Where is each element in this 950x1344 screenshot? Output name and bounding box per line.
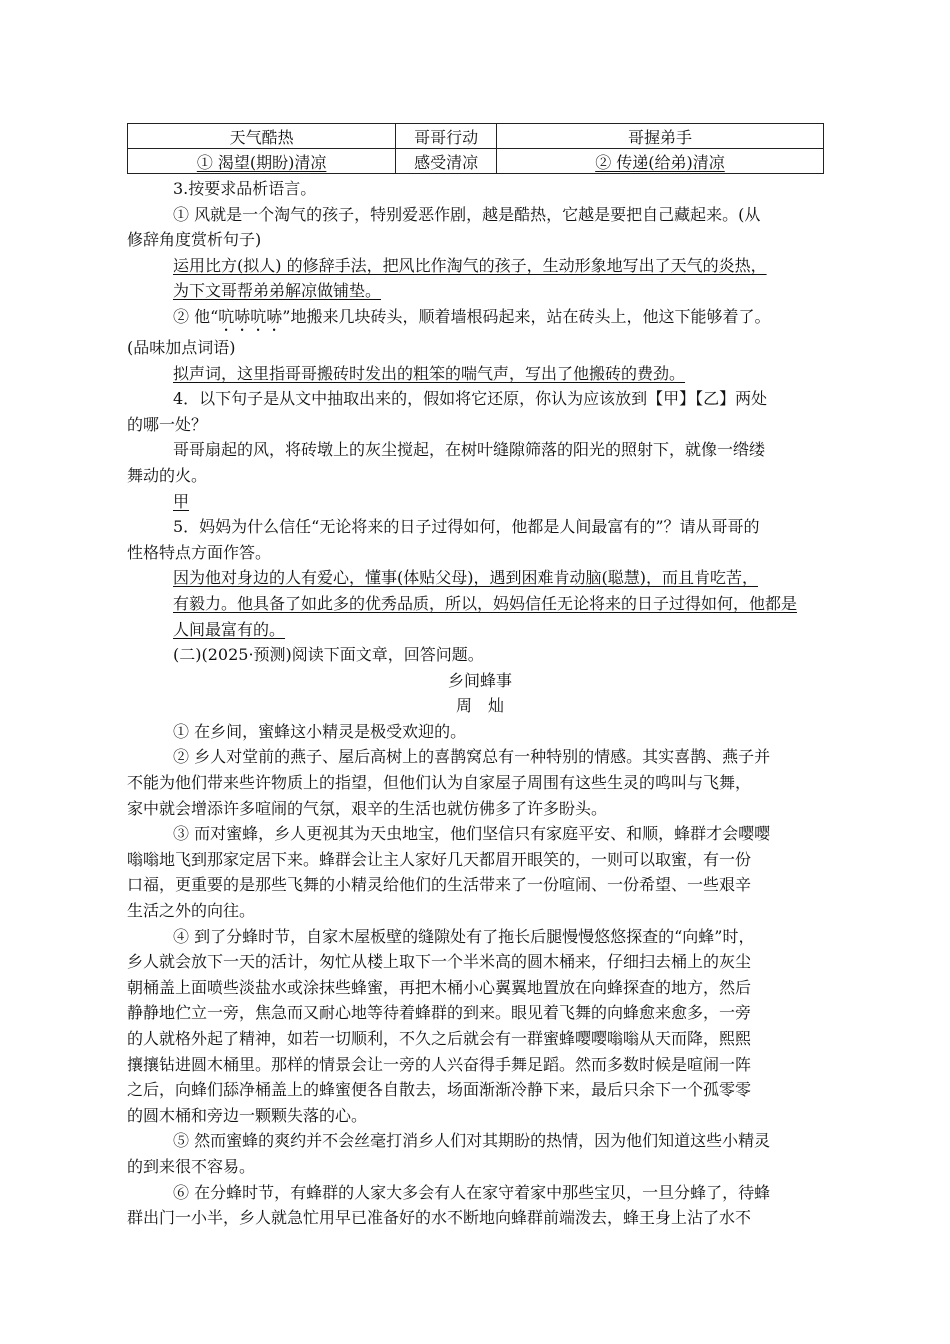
question-3-sub2: ② 他“吭哧吭哧”地搬来几块砖头，顺着墙根码起来，站在砖头上，他这下能够着了。 xyxy=(173,306,771,326)
article-title: 乡间蜂事 xyxy=(447,670,512,690)
answer-3-2: 拟声词，这里指哥哥搬砖时发出的粗笨的喘气声，写出了他搬砖的费劲。 xyxy=(173,363,686,383)
article-line: 朝桶盖上面喷些淡盐水或涂抹些蜂蜜，再把木桶小心翼翼地置放在向蜂探查的地方，然后 xyxy=(127,977,752,997)
article-line: 的人就格外起了精神，如若一切顺利，不久之后就会有一群蜜蜂嘤嘤嗡嗡从天而降，熙熙 xyxy=(127,1029,752,1048)
article-paragraph: ⑥ 在分蜂时节，有蜂群的人家大多会有人在家守着家中那些宝贝，一旦分蜂了，待蜂 xyxy=(173,1182,771,1202)
article-line: 攘攘钻进圆木桶里。那样的情景会让一旁的人兴奋得手舞足蹈。然而多数时候是喧闹一阵 xyxy=(127,1054,752,1074)
article-paragraph: ⑤ 然而蜜蜂的爽约并不会丝毫打消乡人们对其期盼的热情，因为他们知道这些小精灵 xyxy=(173,1131,771,1151)
answer-text: ① 渴望(期盼)清凉 xyxy=(196,152,327,172)
section-intro: (二)(2025·预测)阅读下面文章，回答问题。 xyxy=(173,645,484,665)
table-cell xyxy=(128,149,396,174)
article-paragraph: ③ 而对蜜蜂，乡人更视其为天虫地宝，他们坚信只有家庭平安、和顺，蜂群才会嘤嘤 xyxy=(173,824,771,844)
article-line: 乡人就会放下一天的活计，匆忙从楼上取下一个半米高的圆木桶来，仔细扫去桶上的灰尘 xyxy=(127,952,752,972)
table-row xyxy=(128,124,824,149)
article-line: 家中就会增添许多喧闹的气氛，艰辛的生活也就仿佛多了许多盼头。 xyxy=(127,798,608,818)
table-cell: 天气酷热 xyxy=(128,124,396,149)
question-5: 5．妈妈为什么信任“无论将来的日子过得如何，他都是人间最富有的”？请从哥哥的 xyxy=(173,517,760,537)
article-line: 的圆木桶和旁边一颗颗失落的心。 xyxy=(127,1105,368,1125)
question-3-sub1: ① 风就是一个淘气的孩子，特别爱恶作剧，越是酷热，它越是要把自己藏起来。(从 xyxy=(173,204,761,224)
article-line: 静静地伫立一旁，焦急而又耐心地等待着蜂群的到来。眼见着飞舞的向蜂愈来愈多，一旁 xyxy=(127,1003,752,1023)
question-3-stem: 3.按要求品析语言。 xyxy=(173,179,317,198)
table-row xyxy=(128,149,824,174)
article-paragraph: ① 在乡间，蜜蜂这小精灵是极受欢迎的。 xyxy=(173,721,467,741)
dotted-word: 吭哧吭哧 xyxy=(218,306,283,326)
article-line: 的到来很不容易。 xyxy=(127,1156,256,1176)
question-4-cont: 的哪一处？ xyxy=(127,414,208,434)
article-line: 群出门一小半，乡人就急忙用早已准备好的水不断地向蜂群前端泼去，蜂王身上沾了水不 xyxy=(127,1208,752,1228)
article-paragraph: ② 乡人对堂前的燕子、屋后高树上的喜鹊窝总有一种特别的情感。其实喜鹊、燕子并 xyxy=(173,747,771,767)
table-cell: 感受清凉 xyxy=(396,149,497,174)
question-3-sub2-cont: (品味加点词语) xyxy=(127,337,236,357)
table-cell: 哥哥行动 xyxy=(396,124,497,149)
quote-4: 哥哥扇起的风，将砖墩上的灰尘搅起，在树叶缝隙筛落的阳光的照射下，就像一绺缕 xyxy=(173,440,766,460)
answer-3-1: 运用比方(拟人) 的修辞手法，把风比作淘气的孩子，生动形象地写出了天气的炎热， xyxy=(173,255,767,275)
answer-4: 甲 xyxy=(173,491,190,511)
document-body xyxy=(127,176,815,1231)
answer-5-cont: 人间最富有的。 xyxy=(173,619,286,639)
article-line: 之后，向蜂们舔净桶盖上的蜂蜜便各自散去，场面渐渐冷静下来，最后只余下一个孤零零 xyxy=(127,1080,752,1100)
article-line: 不能为他们带来些许物质上的指望，但他们认为自家屋子周围有这些生灵的鸣叫与飞舞， xyxy=(127,773,752,793)
answer-text: ② 传递(给弟)清凉 xyxy=(595,152,725,172)
question-4: 4．以下句子是从文中抽取出来的，假如将它还原，你认为应该放到【甲】【乙】两处 xyxy=(173,389,768,409)
answer-3-1-cont: 为下文哥帮弟弟解凉做铺垫。 xyxy=(173,281,382,301)
article-line: 嗡嗡地飞到那家定居下来。蜂群会让主人家好几天都眉开眼笑的，一则可以取蜜，有一份 xyxy=(127,849,752,869)
article-author: 周 灿 xyxy=(455,696,504,716)
article-paragraph: ④ 到了分蜂时节，自家木屋板壁的缝隙处有了拖长后腿慢慢悠悠探查的“向蜂”时， xyxy=(173,926,755,946)
table-cell xyxy=(496,149,823,174)
table-cell: 哥握弟手 xyxy=(496,124,823,149)
question-3-sub1-cont: 修辞角度赏析句子) xyxy=(127,230,262,250)
article-line: 口福，更重要的是那些飞舞的小精灵给他们的生活带来了一份喧闹、一份希望、一些艰辛 xyxy=(127,875,752,895)
question-5-cont: 性格特点方面作答。 xyxy=(127,542,272,562)
quote-4-cont: 舞动的火。 xyxy=(127,465,208,485)
summary-table xyxy=(127,123,824,174)
article-line: 生活之外的向往。 xyxy=(127,901,256,921)
answer-5: 因为他对身边的人有爱心，懂事(体贴父母)，遇到困难肯动脑(聪慧)，而且肯吃苦， xyxy=(173,568,758,588)
answer-5-cont: 有毅力。他具备了如此多的优秀品质，所以，妈妈信任无论将来的日子过得如何，他都是 xyxy=(173,593,798,613)
